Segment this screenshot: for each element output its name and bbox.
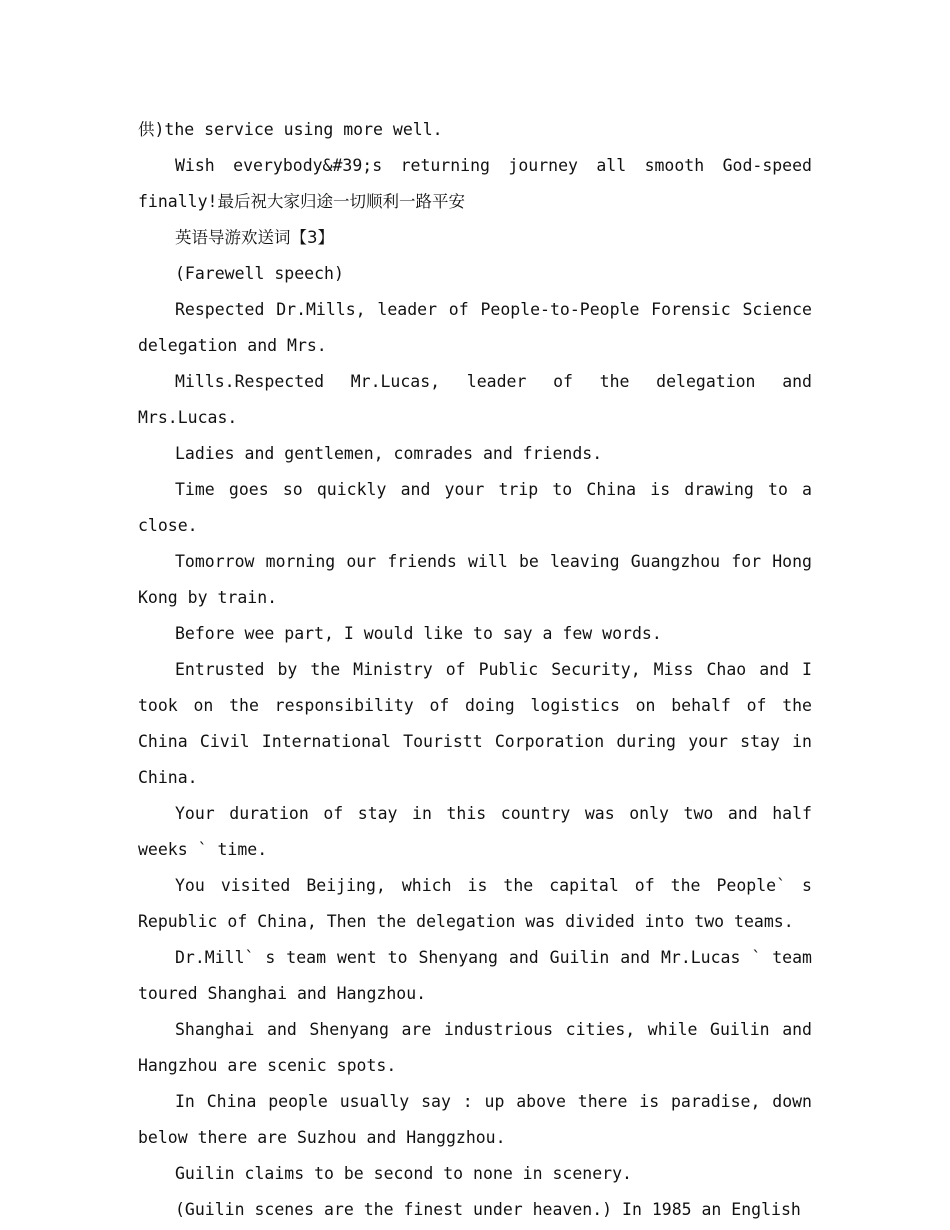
paragraph-duration: Your duration of stay in this country was only two and half weeks ` time. — [138, 804, 812, 859]
paragraph-entrusted: Entrusted by the Ministry of Public Security, Miss Chao and I took on the responsibility of doing logistics on behalf of the China Civil International Touristt Corporation during your stay in China. — [138, 660, 812, 787]
paragraph-guilin-claims: Guilin claims to be second to none in scenery. — [175, 1164, 632, 1183]
paragraph-cities: Shanghai and Shenyang are industrious cities, while Guilin and Hangzhou are scenic spots. — [138, 1020, 812, 1075]
document-page — [138, 112, 812, 1228]
paragraph-before-part: Before wee part, I would like to say a few words. — [175, 624, 662, 643]
paragraph-teams: Dr.Mill` s team went to Shenyang and Guilin and Mr.Lucas ` team toured Shanghai and Hangzhou. — [138, 948, 812, 1003]
paragraph-respected-mills: Respected Dr.Mills, leader of People-to-People Forensic Science delegation and Mrs. — [138, 300, 812, 355]
paragraph-guilin-scenes: (Guilin scenes are the finest under heaven.) In 1985 an English — [175, 1200, 801, 1219]
section-heading: 英语导游欢送词【3】 — [175, 228, 334, 247]
paragraph-ladies: Ladies and gentlemen, comrades and friends. — [175, 444, 603, 463]
paragraph-farewell-title: (Farewell speech) — [175, 264, 344, 283]
paragraph-time-goes: Time goes so quickly and your trip to China is drawing to a close. — [138, 480, 812, 535]
paragraph-wish: Wish everybody&#39;s returning journey all smooth God-speed finally!最后祝大家归途一切顺利一路平安 — [138, 156, 812, 211]
paragraph-tomorrow: Tomorrow morning our friends will be leaving Guangzhou for Hong Kong by train. — [138, 552, 812, 607]
paragraph-service: 供)the service using more well. — [138, 120, 443, 139]
paragraph-paradise: In China people usually say : up above there is paradise, down below there are Suzhou and Hanggzhou. — [138, 1092, 812, 1147]
paragraph-respected-lucas: Mills.Respected Mr.Lucas, leader of the delegation and Mrs.Lucas. — [138, 372, 812, 427]
paragraph-visited-beijing: You visited Beijing, which is the capital of the People` s Republic of China, Then the delegation was divided into two teams. — [138, 876, 812, 931]
